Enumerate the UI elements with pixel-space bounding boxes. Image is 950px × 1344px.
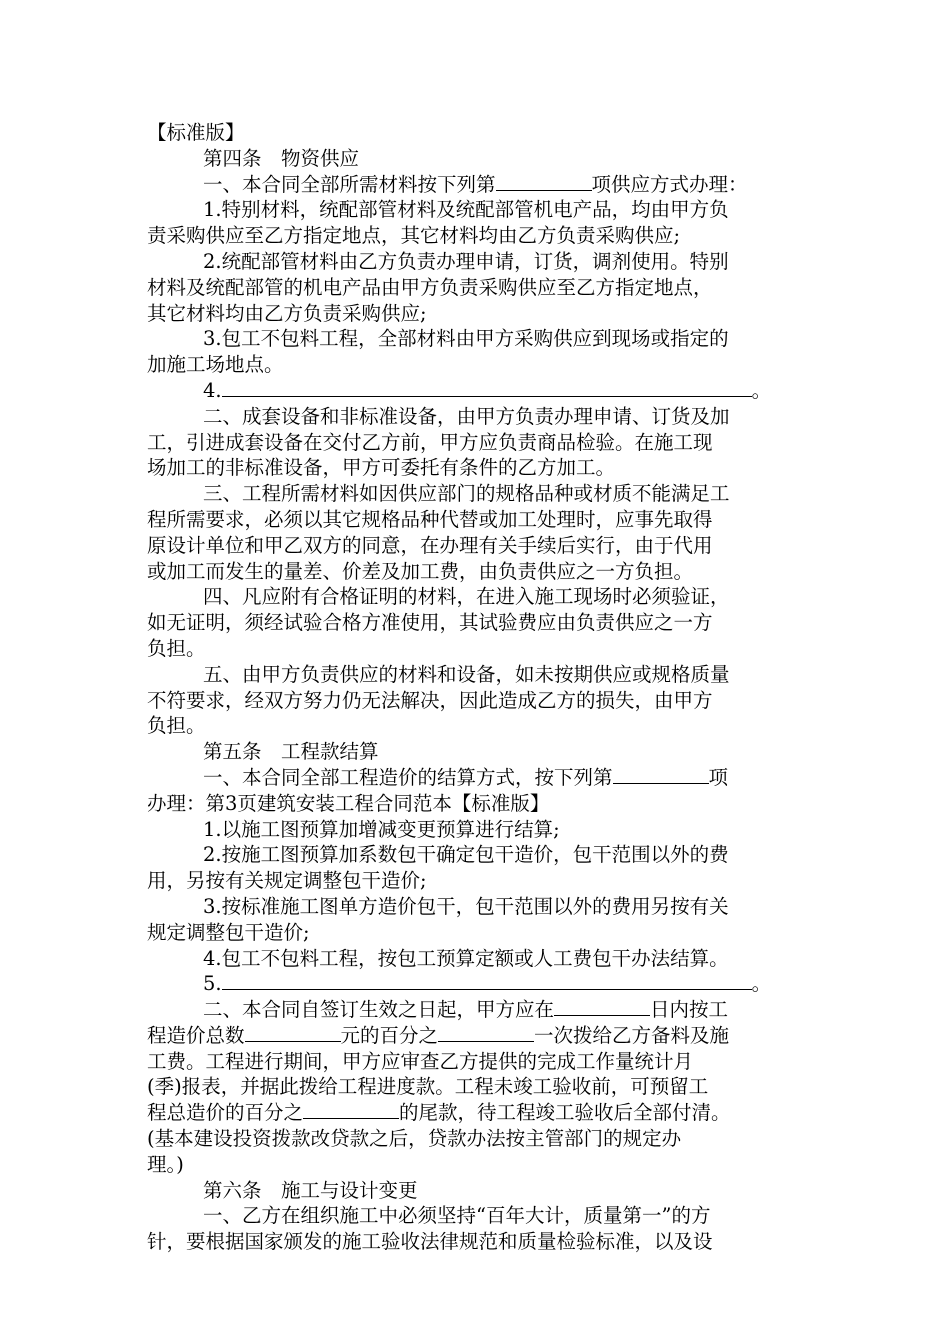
clause-4-line-1: 四、凡应附有合格证明的材料，在进入施工现场时必须验证， bbox=[203, 585, 730, 609]
item-2-line-3: 其它材料均由乙方负责采购供应; bbox=[147, 301, 427, 325]
blank-field bbox=[438, 1023, 534, 1042]
item-3-line-2: 加施工场地点。 bbox=[147, 353, 284, 377]
article-6-clause-1-line-2: 针，要根据国家颁发的施工验收法律规范和质量检验标准，以及设 bbox=[147, 1230, 713, 1254]
blank-field bbox=[303, 1100, 399, 1119]
blank-field bbox=[613, 765, 709, 784]
blank-field bbox=[554, 997, 650, 1016]
item-1-line-2: 责采购供应至乙方指定地点，其它材料均由乙方负责采购供应; bbox=[147, 224, 681, 248]
article-4-title: 第四条 物资供应 bbox=[203, 146, 360, 170]
article-5-clause-2-line-2: 程造价总数 元的百分之 一次拨给乙方备料及施 bbox=[147, 1023, 730, 1047]
item-3-line-1: 3.包工不包料工程，全部材料由甲方采购供应到现场或指定的 bbox=[203, 327, 729, 351]
clause-3-line-3: 原设计单位和甲乙双方的同意，在办理有关手续后实行，由于代用 bbox=[147, 533, 713, 557]
settle-item-2-line-2: 用，另按有关规定调整包干造价; bbox=[147, 869, 427, 893]
settle-item-3-line-2: 规定调整包干造价; bbox=[147, 920, 310, 944]
blank-field bbox=[245, 1023, 341, 1042]
settle-item-2-line-1: 2.按施工图预算加系数包干确定包干造价，包干范围以外的费 bbox=[203, 843, 729, 867]
clause-2-line-1: 二、成套设备和非标准设备，由甲方负责办理申请、订货及加 bbox=[203, 404, 730, 428]
contract-page bbox=[147, 120, 809, 1255]
item-4: 4. 。 bbox=[203, 378, 772, 402]
blank-field bbox=[496, 172, 592, 191]
article-5-clause-2-line-3: 工费。工程进行期间，甲方应审查乙方提供的完成工作量统计月 bbox=[147, 1049, 694, 1073]
settle-item-5: 5. 。 bbox=[203, 972, 772, 996]
settle-item-4: 4.包工不包料工程，按包工预算定额或人工费包干办法结算。 bbox=[203, 946, 729, 970]
clause-4-line-2: 如无证明，须经试验合格方准使用，其试验费应由负责供应之一方 bbox=[147, 611, 713, 635]
article-4-clause-1: 一、本合同全部所需材料按下列第 项供应方式办理： bbox=[203, 172, 748, 196]
article-5-clause-2-line-6: (基本建设投资拨款改贷款之后，贷款办法按主管部门的规定办 bbox=[147, 1127, 682, 1151]
item-1-line-1: 1.特别材料，统配部管材料及统配部管机电产品，均由甲方负 bbox=[203, 198, 729, 222]
clause-5-line-2: 不符要求，经双方努力仍无法解决，因此造成乙方的损失，由甲方 bbox=[147, 688, 713, 712]
clause-3-line-1: 三、工程所需材料如因供应部门的规格品种或材质不能满足工 bbox=[203, 482, 730, 506]
article-6-clause-1-line-1: 一、乙方在组织施工中必须坚持“百年大计，质量第一”的方 bbox=[203, 1204, 711, 1228]
settle-item-3-line-1: 3.按标准施工图单方造价包干，包干范围以外的费用另按有关 bbox=[203, 894, 729, 918]
version-tag: 【标准版】 bbox=[147, 121, 245, 144]
article-5-clause-2-line-5: 程总造价的百分之 的尾款，待工程竣工验收后全部付清。 bbox=[147, 1101, 731, 1125]
clause-4-line-3: 负担。 bbox=[147, 636, 206, 660]
item-2-line-1: 2.统配部管材料由乙方负责办理申请，订货，调剂使用。特别 bbox=[203, 249, 729, 273]
clause-2-line-2: 工，引进成套设备在交付乙方前，甲方应负责商品检验。在施工现 bbox=[147, 430, 713, 454]
article-5-clause-2-line-7: 理。) bbox=[147, 1152, 184, 1176]
item-2-line-2: 材料及统配部管的机电产品由甲方负责采购供应至乙方指定地点， bbox=[147, 275, 713, 299]
blank-field bbox=[222, 971, 752, 990]
blank-field bbox=[222, 378, 752, 397]
clause-3-line-2: 程所需要求，必须以其它规格品种代替或加工处理时，应事先取得 bbox=[147, 507, 713, 531]
settle-item-1: 1.以施工图预算加增减变更预算进行结算; bbox=[203, 817, 560, 841]
clause-5-line-1: 五、由甲方负责供应的材料和设备，如未按期供应或规格质量 bbox=[203, 662, 730, 686]
article-5-clause-1-line-2: 办理：第3页建筑安装工程合同范本【标准版】 bbox=[147, 791, 550, 815]
clause-2-line-3: 场加工的非标准设备，甲方可委托有条件的乙方加工。 bbox=[147, 456, 616, 480]
article-6-title: 第六条 施工与设计变更 bbox=[203, 1178, 418, 1202]
article-5-clause-2-line-1: 二、本合同自签订生效之日起，甲方应在 日内按工 bbox=[203, 998, 729, 1022]
article-5-clause-2-line-4: (季)报表，并据此拨给工程进度款。工程未竣工验收前，可预留工 bbox=[147, 1075, 709, 1099]
article-5-clause-1: 一、本合同全部工程造价的结算方式，按下列第 项 bbox=[203, 765, 729, 789]
article-5-title: 第五条 工程款结算 bbox=[203, 740, 379, 764]
clause-5-line-3: 负担。 bbox=[147, 714, 206, 738]
clause-3-line-4: 或加工而发生的量差、价差及加工费，由负责供应之一方负担。 bbox=[147, 559, 694, 583]
